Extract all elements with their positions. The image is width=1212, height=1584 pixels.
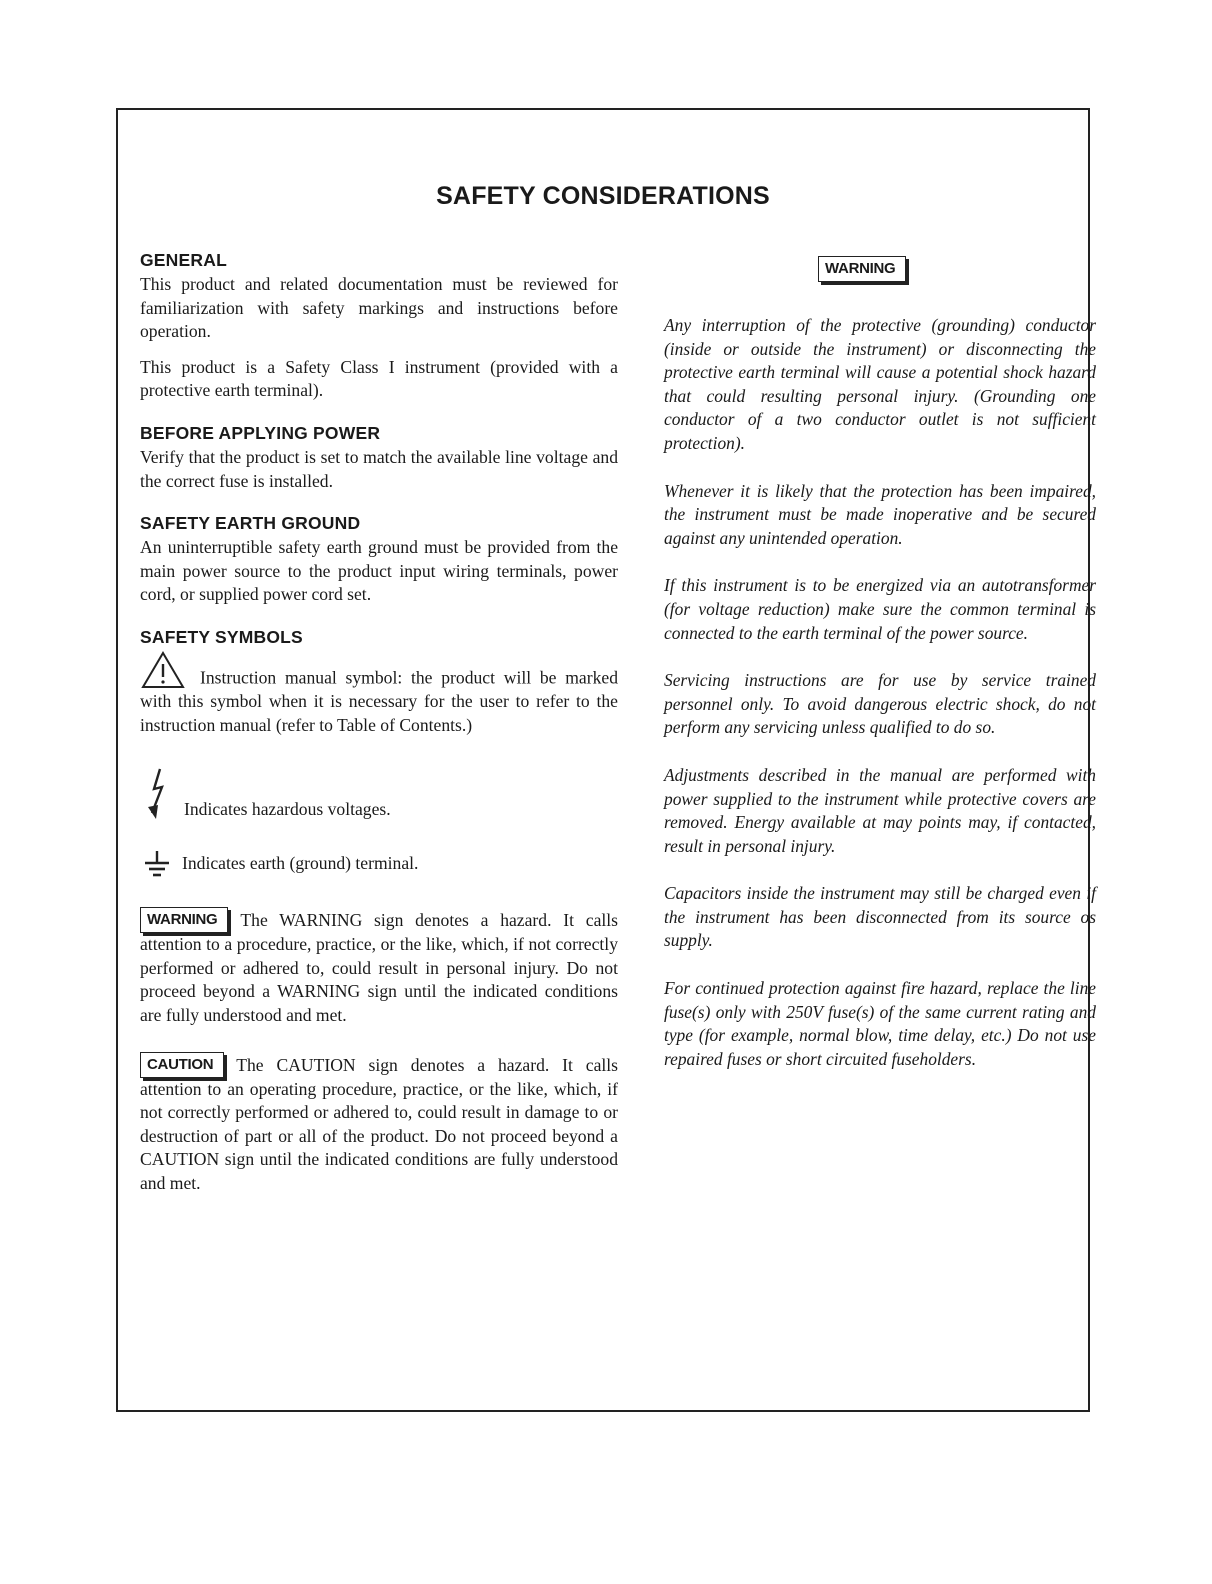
caution-sign-text: The CAUTION sign denotes a hazard. It calls attention to an operating procedure, practice, or the like, which, if not correctly performed or adhered to, could result in damage to or destruction of part or all of the product. Do not proceed beyond a CAUTION sign until the indicated conditions are fully understood and met.: [140, 1054, 618, 1193]
section-safety-earth-ground: [140, 513, 618, 607]
before-power-paragraph: Verify that the product is set to match the available line voltage and the correct fuse is installed.: [140, 446, 618, 491]
voltage-symbol-row: [146, 767, 618, 821]
warning-badge: WARNING: [140, 907, 228, 933]
warning-badge-right: WARNING: [818, 256, 906, 282]
manual-symbol-paragraph: [140, 650, 618, 737]
heading-safety-earth-ground: SAFETY EARTH GROUND: [140, 513, 361, 534]
heading-general: GENERAL: [140, 250, 227, 270]
warning-sign-paragraph: [140, 907, 618, 1027]
warning-paragraph: Capacitors inside the instrument may still be charged even if the instrument has been disconnected from its source os supply.: [664, 883, 1096, 951]
ground-symbol-row: [142, 849, 618, 879]
ground-symbol-text: Indicates earth (ground) terminal.: [182, 853, 419, 874]
warning-paragraph: For continued protection against fire hazard, replace the line fuse(s) only with 250V fuse(s) of the same current rating and type (for example, normal blow, time delay, etc.) Do not use repaired fuses or short circuited fuseholders.: [664, 978, 1096, 1069]
lightning-bolt-icon: [146, 767, 172, 821]
warning-paragraph: Adjustments described in the manual are performed with power supplied to the instrument while protective covers are removed. Energy available at may points may, if contacted, result in personal injury.: [664, 764, 1096, 856]
caution-badge: CAUTION: [140, 1052, 224, 1078]
warning-paragraph: If this instrument is to be energized via an autotransformer (for voltage reduction) make sure the common terminal is connected to the earth terminal of the power source.: [664, 575, 1096, 643]
earth-ground-icon: [142, 849, 172, 879]
warning-sign-text: The WARNING sign denotes a hazard. It calls attention to a procedure, practice, or the like, which, if not correctly performed or adhered to, could result in personal injury. Do not proceed beyond a WARNING sign until the indicated conditions are fully understood and met.: [140, 910, 618, 1025]
warning-paragraph: Servicing instructions are for use by service trained personnel only. To avoid dangerous electric shock, do not perform any servicing unless qualified to do so.: [664, 670, 1096, 738]
page-title: SAFETY CONSIDERATIONS: [436, 182, 770, 210]
manual-symbol-text: Instruction manual symbol: the product will be marked with this symbol when it is necessary for the user to refer to the instruction manual (refer to Table of Contents.): [140, 667, 618, 735]
section-safety-symbols: [140, 627, 618, 1196]
left-column: [140, 250, 618, 1215]
caution-triangle-icon: [140, 650, 186, 690]
section-general: [140, 250, 618, 403]
warning-paragraph: Whenever it is likely that the protection has been impaired, the instrument must be made inoperative and be secured against any unintended operation.: [664, 480, 1096, 548]
warning-paragraph: Any interruption of the protective (grounding) conductor (inside or outside the instrument) or disconnecting the protective earth terminal will cause a potential shock hazard that could resulting personal injury. (Grounding one conductor of a two conductor outlet is not sufficient protection).: [664, 315, 1096, 453]
heading-safety-symbols: SAFETY SYMBOLS: [140, 626, 303, 647]
general-paragraph-2: This product is a Safety Class I instrument (provided with a protective earth terminal).: [140, 356, 618, 401]
earth-ground-paragraph: An uninterruptible safety earth ground must be provided from the main power source to the product input wiring terminals, power cord, or supplied power cord set.: [140, 537, 618, 605]
voltage-symbol-text: Indicates hazardous voltages.: [184, 798, 391, 819]
caution-sign-paragraph: [140, 1052, 618, 1196]
warning-header: [818, 256, 1096, 282]
general-paragraph-1: This product and related documentation must be reviewed for familiarization with safety markings and instructions before operation.: [140, 274, 618, 342]
section-before-applying-power: [140, 423, 618, 493]
right-column: [664, 250, 1096, 1071]
heading-before-applying-power: BEFORE APPLYING POWER: [140, 422, 381, 443]
page-frame: [116, 108, 1096, 1412]
